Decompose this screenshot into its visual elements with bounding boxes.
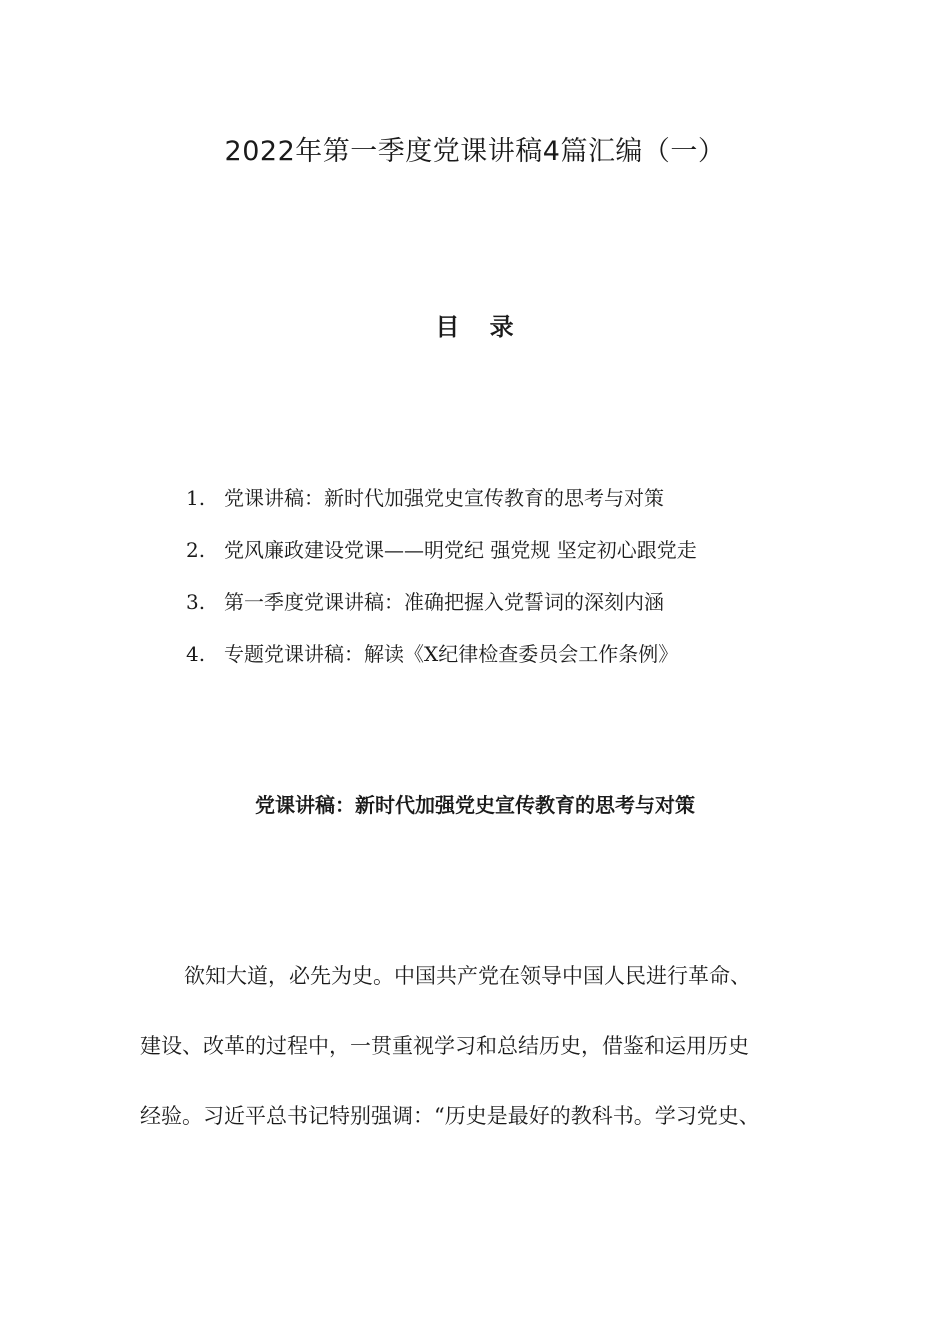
body-line: 建设、改革的过程中，一贯重视学习和总结历史，借鉴和运用历史 — [140, 1034, 749, 1058]
toc-item-text: 第一季度党课讲稿：准确把握入党誓词的深刻内涵 — [224, 590, 664, 614]
toc-item-text: 党课讲稿：新时代加强党史宣传教育的思考与对策 — [224, 486, 664, 510]
toc-heading: 目 录 — [435, 312, 515, 341]
document-title: 2022年第一季度党课讲稿4篇汇编（一） — [224, 136, 726, 167]
toc-item[interactable] — [186, 480, 886, 532]
toc-item[interactable] — [186, 584, 886, 636]
toc-item[interactable] — [186, 636, 886, 688]
toc-item[interactable] — [186, 532, 886, 584]
body-line: 欲知大道，必先为史。中国共产党在领导中国人民进行革命、 — [184, 964, 751, 988]
table-of-contents — [186, 480, 886, 688]
section-heading: 党课讲稿：新时代加强党史宣传教育的思考与对策 — [255, 793, 695, 817]
body-paragraph — [140, 950, 820, 1160]
toc-item-number: 2. — [186, 538, 206, 562]
toc-item-number: 4. — [186, 642, 206, 666]
toc-item-text: 专题党课讲稿：解读《X纪律检查委员会工作条例》 — [224, 642, 679, 666]
toc-item-number: 3. — [186, 590, 206, 614]
toc-item-number: 1. — [186, 486, 206, 510]
toc-item-text: 党风廉政建设党课——明党纪 强党规 坚定初心跟党走 — [224, 538, 697, 562]
body-line: 经验。习近平总书记特别强调：“历史是最好的教科书。学习党史、 — [140, 1104, 760, 1128]
